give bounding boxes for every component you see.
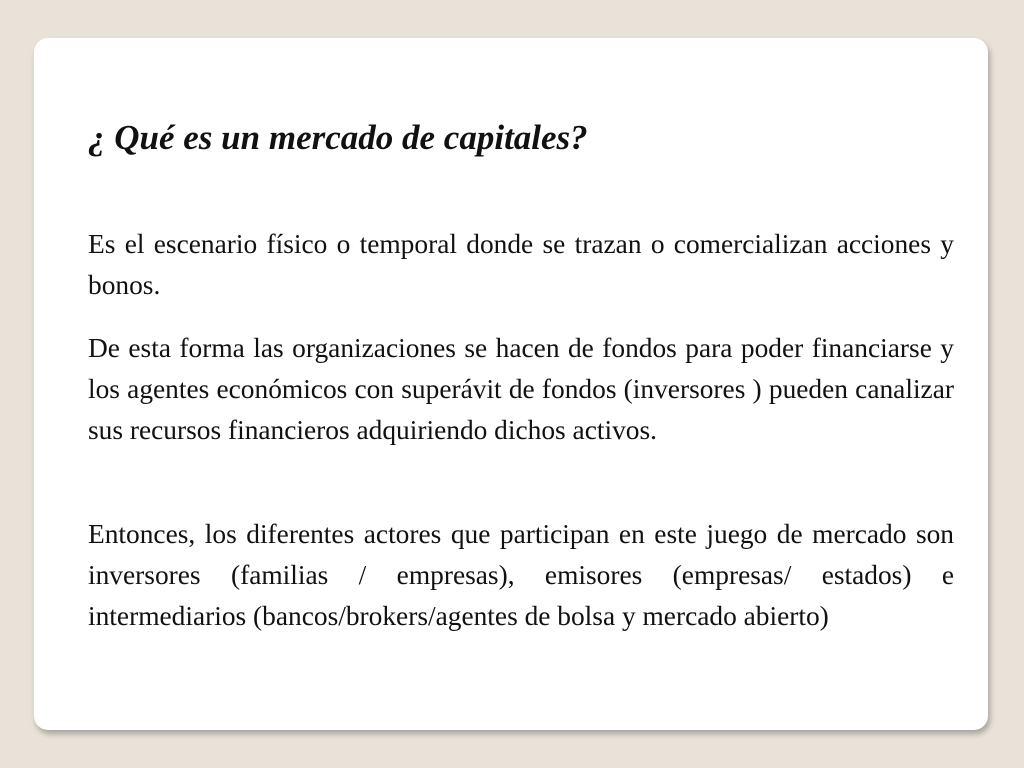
paragraph-financing: De esta forma las organizaciones se hacen de fondos para poder financiarse y los agentes económicos con superávit de fondos (inversores ) pueden canalizar sus recursos financieros adquiriendo dichos activos. bbox=[88, 333, 954, 445]
slide-card bbox=[34, 38, 988, 730]
paragraph-definition: Es el escenario físico o temporal donde se trazan o comercializan acciones y bonos. bbox=[88, 229, 954, 300]
paragraph-actors: Entonces, los diferentes actores que participan en este juego de mercado son inversores (familias / empresas), emisores (empresas/ estados) e intermediarios (bancos/brokers/agentes de bolsa y mercado abierto) bbox=[88, 519, 954, 631]
slide-title: ¿ Qué es un mercado de capitales? bbox=[88, 118, 588, 157]
